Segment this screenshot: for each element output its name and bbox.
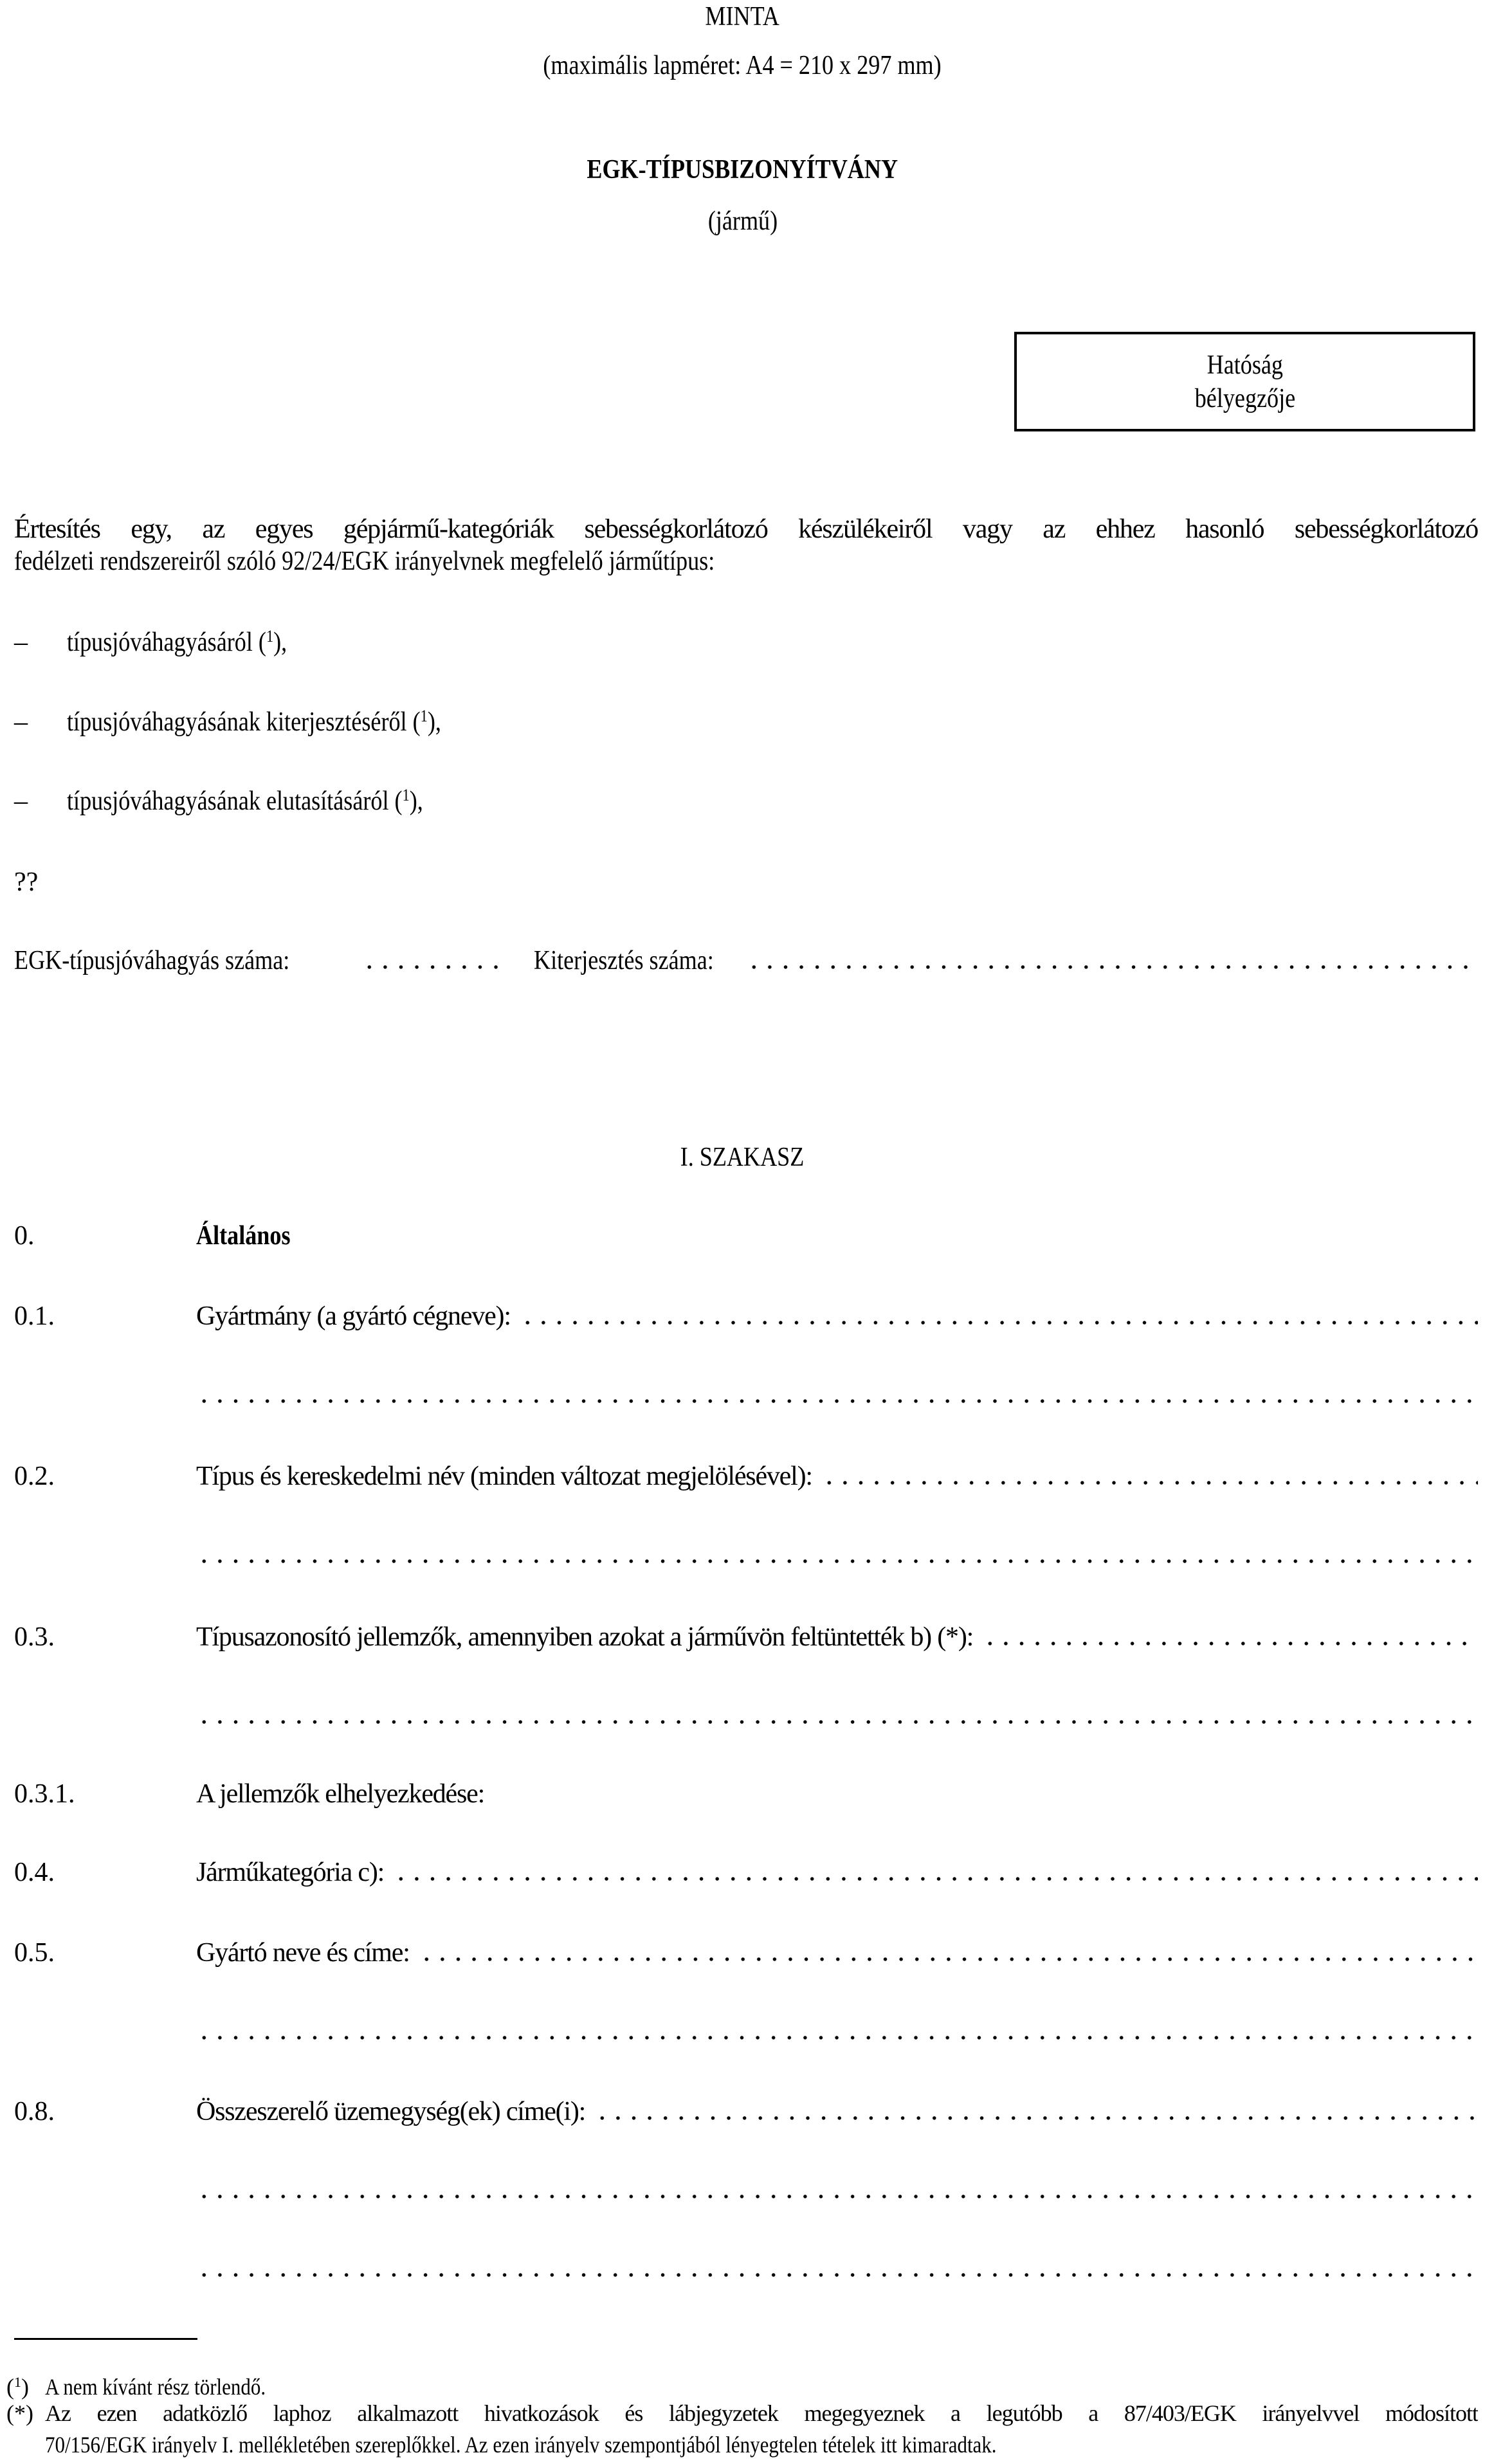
footnote-1-sup: 1: [14, 2374, 21, 2390]
field-input-continuation[interactable]: [196, 1557, 1478, 1565]
heading-number: 0.: [14, 1221, 35, 1251]
approval-numbers-row: [14, 945, 1478, 977]
footnote-2-line-2-text: 70/156/EGK irányelv I. mellékletében szereplőkkel. Az ezen irányelv szempontjából lényegtelen tételek itt kimaradtak.: [45, 2432, 997, 2458]
dash-bullet-icon: –: [14, 786, 28, 816]
document-title: [0, 154, 1485, 185]
field-input-continuation[interactable]: [196, 1397, 1478, 1405]
footnote-2-line-1: Az ezen adatközlő laphoz alkalmazott hivatkozások és lábjegyzetek megegyeznek a legutóbb a 87/403/EGK irányelvvel módosított: [45, 2400, 1478, 2426]
approval-number-field[interactable]: [361, 963, 503, 971]
footnote-1-text: A nem kívánt rész törlendő.: [45, 2374, 266, 2400]
intro-line-2: [14, 545, 1478, 577]
field-label: Típusazonosító jellemzők, amennyiben azokat a járművön feltüntették b) (*):: [196, 1622, 974, 1652]
footnote-ref: 1: [420, 707, 428, 725]
heading-label: Általános: [196, 1221, 291, 1251]
model-label-text: MINTA: [705, 2, 780, 32]
footnote-1-paren-open: (: [6, 2374, 14, 2400]
option-item: [14, 627, 1478, 659]
form-field-continuation-line: [14, 1539, 1478, 1572]
authority-stamp-box: [1014, 332, 1475, 431]
field-label: Járműkategória c):: [196, 1858, 385, 1887]
footnote-2-line-2: [6, 2429, 1478, 2461]
footnote-2: [6, 2398, 1478, 2461]
field-label: Összeszerelő üzemegység(ek) címe(i):: [196, 2097, 586, 2126]
form-field-continuation-line: [14, 1700, 1478, 1732]
form-field-row: [14, 1461, 1478, 1493]
dash-bullet-icon: –: [14, 628, 28, 657]
document-subtitle-text: (jármű): [707, 206, 778, 236]
option-text: típusjóváhagyásáról (: [67, 628, 266, 657]
form-field-continuation-line: [14, 1379, 1478, 1411]
field-input[interactable]: [393, 1875, 1478, 1883]
field-input[interactable]: [520, 1319, 1478, 1327]
unknown-marker: [14, 867, 1478, 899]
field-input-continuation[interactable]: [196, 2271, 1478, 2279]
option-label: [67, 627, 287, 658]
stamp-line-1: Hatóság: [1207, 350, 1283, 380]
field-label: Típus és kereskedelmi név (minden változat megjelölésével):: [196, 1462, 812, 1491]
field-number: 0.4.: [14, 1858, 55, 1887]
field-label: Gyártmány (a gyártó cégneve):: [196, 1301, 511, 1331]
form-field-row: [14, 1301, 1478, 1333]
field-number: 0.1.: [14, 1301, 55, 1331]
form-field-row: [14, 1779, 1478, 1811]
field-input-continuation[interactable]: [196, 2193, 1478, 2200]
field-number: 0.5.: [14, 1938, 55, 1968]
approval-number-label: EGK-típusjóváhagyás száma:: [14, 946, 290, 975]
extension-number-field[interactable]: [746, 963, 1478, 971]
option-tail: ),: [427, 707, 441, 737]
field-input[interactable]: [419, 1955, 1478, 1963]
field-label: Gyártó neve és címe:: [196, 1938, 410, 1968]
unknown-marker-text: ??: [14, 867, 39, 897]
option-item: [14, 707, 1478, 739]
form-field-continuation-line: [14, 2175, 1478, 2207]
section-title-text: I. SZAKASZ: [680, 1143, 805, 1172]
footnote-2-mark: (*): [6, 2400, 33, 2426]
footnote-ref: 1: [402, 786, 410, 804]
extension-number-label: Kiterjesztés száma:: [534, 946, 714, 975]
option-item: [14, 786, 1478, 818]
field-input[interactable]: [594, 2114, 1478, 2122]
document-title-text: EGK-TÍPUSBIZONYÍTVÁNY: [587, 155, 898, 185]
form-field-row: [14, 1937, 1478, 1970]
paper-size-note: [0, 50, 1485, 81]
form-field-row: [14, 1622, 1478, 1654]
footnote-ref: 1: [266, 627, 274, 646]
field-input-continuation[interactable]: [196, 1718, 1478, 1726]
form-field-row: [14, 2096, 1478, 2128]
option-text: típusjóváhagyásának kiterjesztéséről (: [67, 707, 421, 737]
field-input[interactable]: [982, 1640, 1478, 1647]
option-label: [67, 786, 423, 817]
intro-paragraph: [14, 513, 1478, 577]
section-title: [0, 1142, 1485, 1173]
option-label: [67, 707, 441, 738]
field-number: 0.3.: [14, 1622, 55, 1652]
option-tail: ),: [273, 628, 287, 657]
field-number: 0.2.: [14, 1462, 55, 1491]
intro-line-1: Értesítés egy, az egyes gépjármű-kategóriák sebességkorlátozó készülékeiről vagy az ehhez hasonló sebességkorlátozó: [14, 514, 1478, 544]
stamp-line-2: bélyegzője: [1194, 383, 1295, 413]
field-number: 0.3.1.: [14, 1779, 75, 1809]
form-field-continuation-line: [14, 2253, 1478, 2285]
field-input[interactable]: [821, 1479, 1478, 1487]
section-heading: [14, 1220, 1478, 1253]
option-tail: ),: [409, 786, 423, 816]
option-text: típusjóváhagyásának elutasításáról (: [67, 786, 403, 816]
field-input-continuation[interactable]: [196, 2034, 1478, 2042]
model-label: [0, 1, 1485, 32]
field-number: 0.8.: [14, 2097, 55, 2126]
form-field-continuation-line: [14, 2016, 1478, 2048]
footnote-1-paren-close: ): [21, 2374, 29, 2400]
intro-line-2-text: fedélzeti rendszereiről szóló 92/24/EGK irányelvnek megfelelő járműtípus:: [14, 547, 715, 576]
paper-size-note-text: (maximális lapméret: A4 = 210 x 297 mm): [543, 51, 942, 80]
document-subtitle: [0, 206, 1485, 237]
dash-bullet-icon: –: [14, 707, 28, 737]
field-label: A jellemzők elhelyezkedése:: [196, 1779, 485, 1809]
form-field-row: [14, 1857, 1478, 1889]
footnote-separator: [14, 2338, 197, 2340]
